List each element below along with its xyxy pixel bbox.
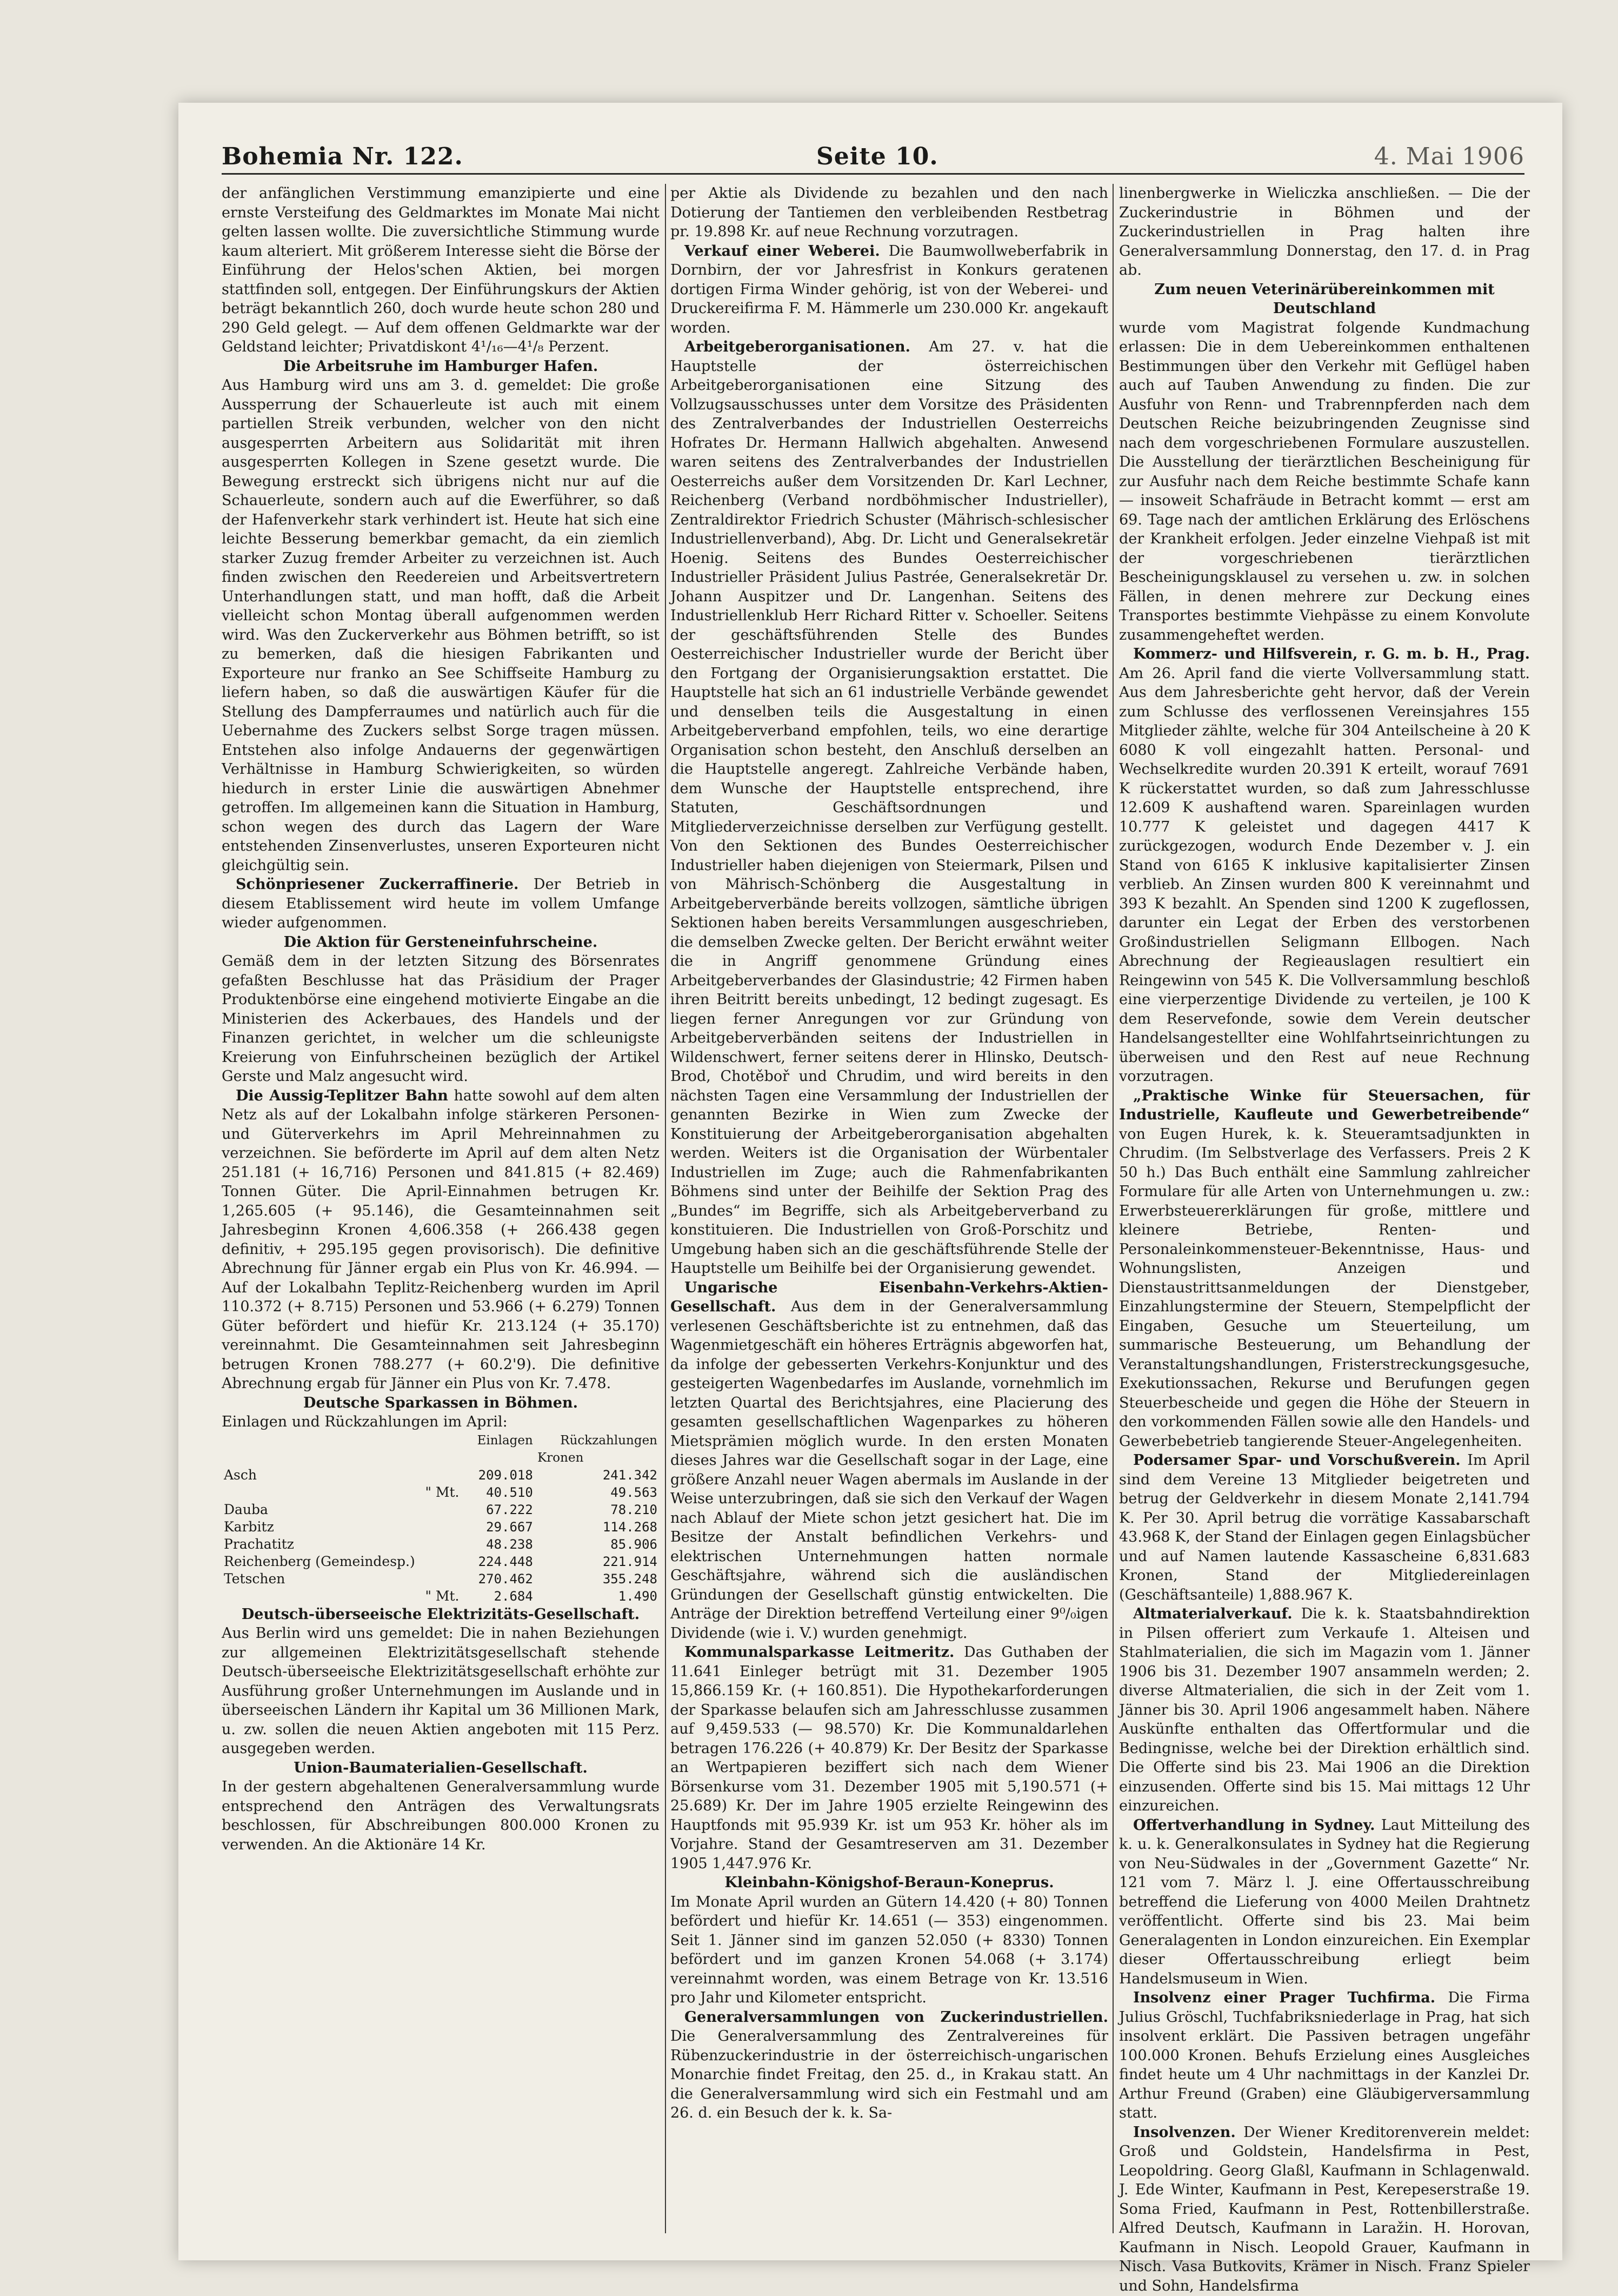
table-unit-row bbox=[222, 1449, 660, 1466]
table-row bbox=[222, 1501, 660, 1518]
article-text: von Eugen Hurek, k. k. Steueramtsadjunkten in Chrudim. (Im Selbstverlage des Verfassers. Preis 2 K 50 h.) Das Buch enthält eine Sammlung zahlreicher Formulare für alle Arten von Unternehmungen u. zw.: Erwerbsteuererklärungen für große, mittlere und kleinere Betriebe, Renten- und Personaleinkommensteuer-Bekenntnisse, Haus- und Wohnungslisten, Anzeigen und Dienstaustrittsanmeldungen der Dienstgeber, Einzahlungstermine der Steuern, Stempelpflicht der Eingaben, Gesuche um Steuerteilung, um summarische Besteuerung, um Behandlung der Veranstaltungshandlungen, Fristerstreckungsgesuche, Exekutionssachen, Rekurse und Berufungen gegen Steuerbescheide und gegen die Höhe der Steuern in den vorkommenden Fällen sowie alle den Handels- und Gewerbebetrieb tangierende Steuer-Angelegenheiten. bbox=[1119, 1125, 1530, 1450]
column-header: Einlagen bbox=[477, 1433, 533, 1448]
article-text: per Aktie als Dividende zu bezahlen und den nach Dotierung der Tantiemen den verbleibenden Restbetrag pr. 19.898 Kr. auf neue Rechnung vorzutragen. bbox=[670, 185, 1108, 240]
article-heading: Insolvenz einer Prager Tuchfirma. bbox=[1133, 1989, 1436, 2006]
column-divider bbox=[1113, 184, 1114, 2233]
article-heading: Offertverhandlung in Sydney. bbox=[1133, 1816, 1375, 1834]
article-heading: Kleinbahn-Königshof-Beraun-Koneprus. bbox=[724, 1874, 1054, 1891]
article-text: wurde vom Magistrat folgende Kundmachung erlassen: Die in dem Uebereinkommen enthaltenen Bestimmungen über den Verkehr mit Geflügel haben auch auf Tauben Anwendung zu finden. Die zur Ausfuhr von Renn- und Trabrennpferden nach dem Deutschen Reiche beizubringenden Zeugnisse sind nach dem vorgeschriebenen Formulare auszustellen. Die Ausstellung der tierärztlichen Bescheinigung für zur Ausfuhr nach dem Reiche bestimmte Schafe kann — insoweit Schafräude in Betracht kommt — erst am 69. Tage nach der amtlichen Erklärung des Erlöschens der Krankheit erfolgen. Jeder einzelne Viehpaß ist mit der vorgeschriebenen tierärztlichen Bescheinigungsklausel zu versehen u. zw. in solchen Fällen, in denen mehrere zur Deckung eines Transportes bestimmte Viehpässe zu einem Konvolute zusammengeheftet werden. bbox=[1119, 319, 1530, 643]
cell-value: 85.906 bbox=[610, 1536, 657, 1552]
article-text: Am 27. v. hat die Hauptstelle der österreichischen Arbeitgeberorganisationen eine Sitzung des Vollzugsausschusses unter dem Vorsitze des Präsidenten des Zentralverbandes der Industriellen Oesterreichs Hofrates Dr. Hermann Hallwich abgehalten. Anwesend waren seitens des Zentralverbandes der Industriellen Oesterreichs außer dem Vorsitzenden Dr. Karl Lechner, Reichenberg (Verband nordböhmischer Industrieller), Zentraldirektor Friedrich Schuster (Mährisch-schlesischer Industriellenverband), Abg. Dr. Licht und Generalsekretär Hoenig. Seitens des Bundes Oesterreichischer Industrieller Präsident Julius Pastrée, Generalsekretär Dr. Johann Auspitzer und Dr. Langenhan. Seitens des Industriellenklub Herr Richard Ritter v. Schoeller. Seitens der geschäftsführenden Stelle des Bundes Oesterreichischer Industrieller wurde der Bericht über den Fortgang der Organisierungsaktion erstattet. Die Hauptstelle hat sich an 61 industrielle Verbände gewendet und denselben teils die Ausgestaltung in einen Arbeitgeberverband empfohlen, teils, wo eine derartige Organisation schon besteht, den Anschluß derselben an die Hauptstelle angeregt. Zahlreiche Verbände haben, dem Wunsche der Hauptstelle entsprechend, ihre Statuten, Geschäftsordnungen und Mitgliederverzeichnisse derselben zur Verfügung gestellt. Von den Sektionen des Bundes Oesterreichischer Industrieller haben diejenigen von Steiermark, Pilsen und von Mährisch-Schönberg die Ausgestaltung in Arbeitgeberverbände bereits vollzogen, sämtliche übrigen Sektionen haben bereits Versammlungen ausgeschrieben, die demselben Zwecke gelten. Der Bericht erwähnt weiter die in Angriff genommene Gründung eines Arbeitgeberverbandes der Glasindustrie; 42 Firmen haben ihren Beitritt bereits unbedingt, 12 bedingt zugesagt. Es liegen ferner Anregungen vor zur Gründung von Arbeitgeberverbänden seitens der Industriellen in Wildenschwert, ferner seitens derer in Hlinsko, Deutsch-Brod, Chotěboř und Chrudim, und wird bereits in den nächsten Tagen eine Versammlung der Industriellen der genannten Bezirke in Wien zum Zwecke der Konstituierung der Arbeitgeberorganisation abgehalten werden. Weiters ist die Organisation der Würbentaler Industriellen im Zuge; auch die Rahmenfabrikanten Böhmens sind unter der Beihilfe der Sektion Prag des „Bundes“ im Begriffe, sich als Arbeitgeberverband zu konstituieren. Die Industriellen von Groß-Porschitz und Umgebung haben sich an die geschäftsführende Stelle der Hauptstelle um Beihilfe bei der Organisierung gewendet. bbox=[670, 339, 1108, 1277]
cell-value: 48.238 bbox=[486, 1536, 533, 1552]
article-text: linenbergwerke in Wieliczka anschließen. — Die der Zuckerindustrie in Böhmen und der Zuckerindustriellen in Prag halten ihre Generalversammlung Donnerstag, den 17. d. in Prag ab. bbox=[1119, 185, 1530, 278]
row-label: " Mt. bbox=[425, 1588, 460, 1604]
article-heading: Kommunalsparkasse Leitmeritz. bbox=[684, 1644, 955, 1661]
article-heading: Arbeitgeberorganisationen. bbox=[684, 339, 911, 355]
row-label: Prachatitz bbox=[224, 1536, 294, 1552]
article-text: Der Wiener Kreditorenverein meldet: Groß und Goldstein, Handelsfirma in Pest, Leopoldring. Georg Glaßl, Kaufmann in Schlagenwald. J. Ede Winter, Kaufmann in Pest, Kerepeserstraße 19. Soma Fried, Kaufmann in Pest, Rottenbillerstraße. Alfred Deutsch, Kaufmann in Laražin. H. Horovan, Kaufmann in Nisch. Leopold Grauer, Kaufmann in Nisch. Vasa Butkovits, Krämer in Nisch. Franz Spieler und Sohn, Handelsfirma bbox=[1119, 2124, 1530, 2294]
article-heading: Deutsche Sparkassen in Böhmen. bbox=[303, 1394, 578, 1411]
article-text: der anfänglichen Verstimmung emanzipierte und eine ernste Versteifung des Geldmarktes im Monate Mai nicht gelten lassen wollte. Die zuversichtliche Stimmung wurde kaum alteriert. Mit größerem Interesse sieht die Börse der Einführung der Helos'schen Aktien, bei morgen stattfinden soll, entgegen. Der Einführungskurs der Aktien beträgt bekanntlich 260, doch wurde heute schon 280 und 290 Geld gelegt. — Auf dem offenen Geldmarkte war der Geldstand leichter; Privatdiskont 4¹/₁₆—4¹/₈ Perzent. bbox=[222, 185, 660, 355]
savings-bank-table bbox=[222, 1432, 660, 1605]
row-label: Tetschen bbox=[224, 1570, 285, 1587]
article-text: Die Firma Julius Gröschl, Tuchfabriksniederlage in Prag, hat sich insolvent erklärt. Die Passiven betragen ungefähr 100.000 Kronen. Behufs Erzielung eines Ausgleiches findet heute um 4 Uhr nachmittags in der Kanzlei Dr. Arthur Freund (Graben) eine Gläubigerversammlung statt. bbox=[1119, 1989, 1530, 2121]
row-label: " Mt. bbox=[425, 1484, 460, 1500]
table-row bbox=[222, 1553, 660, 1570]
article-heading: Generalversammlungen von Zuckerindustriellen. bbox=[684, 2008, 1108, 2026]
cell-value: 78.210 bbox=[610, 1502, 657, 1517]
table-row bbox=[222, 1466, 660, 1484]
column-1 bbox=[222, 184, 660, 2233]
article-heading: Die Arbeitsruhe im Hamburger Hafen. bbox=[283, 357, 598, 375]
cell-value: 40.510 bbox=[486, 1484, 533, 1500]
cell-value: 221.914 bbox=[602, 1554, 657, 1569]
table-row bbox=[222, 1484, 660, 1501]
table-header-row bbox=[222, 1432, 660, 1449]
cell-value: 241.342 bbox=[602, 1467, 657, 1483]
article-text: Aus Hamburg wird uns am 3. d. gemeldet: Die große Aussperrung der Schauerleute ist auch mit einem partiellen Streik verbunden, welcher von den nicht ausgesperrten Arbeitern aus Solidarität mit ihren ausgesperrten Kollegen in Szene gesetzt wurde. Die Bewegung erstreckt sich übrigens nicht nur auf die Schauerleute, sondern auch auf die Ewerführer, so daß der Hafenverkehr stark verhindert ist. Heute hat sich eine leichte Besserung bemerkbar gemacht, da ein ziemlich starker Zuzug fremder Arbeiter zu verzeichnen ist. Auch finden zwischen den Reedereien und Arbeitsvertretern Unterhandlungen statt, und man hofft, daß die Arbeit vielleicht schon Montag überall aufgenommen werden wird. Was den Zuckerverkehr aus Böhmen betrifft, so ist zu bemerken, daß die hiesigen Fabrikanten und Exporteure nur franko an See Schiffseite Hamburg zu liefern haben, so daß die auswärtigen Käufer für die Stellung des Dampferraumes und natürlich auch für die Uebernahme des Zuckers selbst Sorge tragen müssen. Entstehen also infolge Andauerns der gegenwärtigen Verhältnisse in Hamburg Schwierigkeiten, so würden hiedurch in erster Linie die auswärtigen Abnehmer getroffen. Im allgemeinen kann die Situation in Hamburg, schon wegen des durch das Lagern der Ware entstehenden Zinsenverlustes, unseren Exporteuren nicht gleichgültig sein. bbox=[222, 377, 660, 874]
cell-value: 67.222 bbox=[486, 1502, 533, 1517]
article-heading: Die Aussig-Teplitzer Bahn bbox=[236, 1087, 448, 1104]
newspaper-page bbox=[178, 103, 1562, 2294]
page-header bbox=[222, 141, 1524, 175]
row-label: Reichenberg (Gemeindesp.) bbox=[224, 1553, 415, 1569]
article-heading: Podersamer Spar- und Vorschußverein. bbox=[1133, 1452, 1461, 1469]
cell-value: 224.448 bbox=[478, 1554, 533, 1569]
paper-name: Bohemia Nr. 122. bbox=[222, 143, 463, 170]
row-label: Dauba bbox=[224, 1501, 268, 1517]
article-heading: Deutsch-überseeische Elektrizitäts-Gesellschaft. bbox=[241, 1605, 640, 1623]
unit-label: Kronen bbox=[537, 1450, 584, 1465]
cell-value: 209.018 bbox=[478, 1467, 533, 1483]
article-heading: Union-Baumaterialien-Gesellschaft. bbox=[294, 1759, 588, 1776]
article-text: Im April sind dem Vereine 13 Mitglieder beigetreten und betrug der Geldverkehr in diesem Monate 2,141.794 K. Per 30. April betrug die vorrätige Kassabarschaft 43.968 K, der Stand der Einlagen gegen Einlagsbücher und auf Namen lautende Kassascheine 6,831.683 Kronen, Stand der Mitgliedereinlagen (Geschäftsanteile) 1,888.967 K. bbox=[1119, 1452, 1530, 1603]
article-heading: „Praktische Winke für Steuersachen, für Industrielle, Kaufleute und Gewerbetreibende“ bbox=[1119, 1087, 1530, 1123]
article-text: Die k. k. Staatsbahndirektion in Pilsen offeriert zum Verkaufe 1. Alteisen und Stahlmaterialien, die sich im Magazin vom 1. Jänner 1906 bis 31. Dezember 1907 ansammeln werden; 2. diverse Altmaterialien, die sich in der Zeit vom 1. Jänner bis 30. April 1906 angesammelt haben. Nähere Auskünfte enthalten das Offertformular und die Bedingnisse, welche bei der Direktion erhältlich sind. Die Offerte sind bis 23. Mai 1906 an die Direktion einzusenden. Offerte sind bis 15. Mai mittags 12 Uhr einzureichen. bbox=[1119, 1605, 1530, 1814]
table-caption: Einlagen und Rückzahlungen im April: bbox=[222, 1414, 508, 1430]
article-heading: Zum neuen Veterinärübereinkommen mit Deutschland bbox=[1154, 281, 1495, 317]
cell-value: 49.563 bbox=[610, 1484, 657, 1500]
table-row bbox=[222, 1536, 660, 1553]
article-text: Laut Mitteilung des k. u. k. Generalkonsulates in Sydney hat die Regierung von Neu-Südwales in der „Government Gazette“ Nr. 121 vom 7. März l. J. eine Offertausschreibung betreffend die Lieferung von 4000 Meilen Drahtnetz veröffentlicht. Offerte sind bis 23. Mai beim Generalagenten in London einzureichen. Ein Exemplar dieser Offertausschreibung erliegt beim Handelsmuseum in Wien. bbox=[1119, 1816, 1530, 1987]
article-heading: Insolvenzen. bbox=[1133, 2124, 1236, 2141]
table-row bbox=[222, 1518, 660, 1536]
cell-value: 270.462 bbox=[478, 1571, 533, 1587]
cell-value: 114.268 bbox=[602, 1519, 657, 1535]
article-text: In der gestern abgehaltenen Generalversammlung wurde entsprechend den Anträgen des Verwaltungsrats beschlossen, für Abschreibungen 800.000 Kronen zu verwenden. An die Aktionäre 14 Kr. bbox=[222, 1779, 660, 1853]
article-text: Am 26. April fand die vierte Vollversammlung statt. Aus dem Jahresberichte geht hervor, daß der Verein zum Schlusse des verflossenen Vereinsjahres 155 Mitglieder zählte, welche für 304 Anteilscheine à 20 K 6080 K voll eingezahlt hatten. Personal- und Wechselkredite wurden 20.391 K erteilt, worauf 7691 K rückerstattet wurden, so daß zum Jahresschlusse 12.609 K aushaftend waren. Spareinlagen wurden 10.777 K geleistet und dagegen 4417 K zurückgezogen, wodurch Ende Dezember v. J. ein Stand von 6165 K inklusive kapitalisierter Zinsen verblieb. An Zinsen wurden 800 K vereinnahmt und 393 K bezahlt. An Spenden sind 1200 K zugeflossen, darunter ein Legat der Erben des verstorbenen Großindustriellen Seligmann Ellbogen. Nach Abrechnung der Regieauslagen resultiert ein Reingewinn von 545 K. Die Vollversammlung beschloß eine vierperzentige Dividende zu verteilen, je 100 K dem Reservefonde, sowie dem Verein deutscher Handelsangestellter eine Wohlfahrtseinrichtungen zu überweisen und den Rest auf neue Rechnung vorzutragen. bbox=[1119, 665, 1530, 1085]
page-number: Seite 10. bbox=[816, 143, 938, 170]
article-heading: Kommerz- und Hilfsverein, r. G. m. b. H., Prag. bbox=[1133, 646, 1530, 662]
article-heading: Ungarische Eisenbahn-Verkehrs-Aktien-Gesellschaft. bbox=[670, 1279, 1108, 1315]
column-header: Rückzahlungen bbox=[560, 1433, 657, 1448]
column-2 bbox=[670, 184, 1108, 2233]
table-row bbox=[222, 1570, 660, 1588]
article-text: Aus dem in der Generalversammlung verlesenen Geschäftsberichte ist zu entnehmen, daß das Wagenmietgeschäft ein höheres Erträgnis abgeworfen hat, da infolge der gebesserten Verkehrs-Konjunktur und des gesteigerten Wagenbedarfes im Auslande, vornehmlich im letzten Quartal des Berichtsjahres, eine Placierung des gesamten gesellschaftlichen Wagenparkes zu höheren Mietsprämien möglich wurde. In den ersten Monaten dieses Jahres war die Gesellschaft sogar in der Lage, eine größere Anzahl neuer Wagen abermals im Auslande in der Weise unterzubringen, daß sie sich den Verkauf der Wagen nach Ablauf der Miete schon jetzt gesichert hat. Die im Besitze der Anstalt befindlichen Verkehrs- und elektrischen Unternehmungen hatten normale Geschäftsjahre, während sich die ausländischen Gründungen der Gesellschaft günstig entwickelten. Die Anträge der Direktion betreffend Verteilung einer 9⁰/₀igen Dividende (wie i. V.) wurden genehmigt. bbox=[670, 1298, 1108, 1642]
article-text: Die Generalversammlung des Zentralvereines für Rübenzuckerindustrie in der österreichisch-ungarischen Monarchie findet Freitag, den 25. d., in Krakau statt. An die Generalversammlung wird sich ein Festmahl und am 26. d. ein Besuch der k. k. Sa- bbox=[670, 2028, 1108, 2121]
cell-value: 1.490 bbox=[618, 1588, 657, 1604]
article-heading: Schönpriesener Zuckerraffinerie. bbox=[236, 876, 519, 893]
article-text: hatte sowohl auf dem alten Netz als auf der Lokalbahn infolge stärkeren Personen- und Güterverkehrs im April Mehreinnahmen zu verzeichnen. Sie beförderte im April auf dem alten Netz 251.181 (+ 16,716) Personen und 841.815 (+ 82.469) Tonnen Güter. Die April-Einnahmen betrugen Kr. 1,265.605 (+ 95.146), die Gesamteinnahmen seit Jahresbeginn Kronen 4,606.358 (+ 266.438 gegen definitiv, + 295.195 gegen provisorisch). Die definitive Abrechnung für Jänner ergab ein Plus von Kr. 46.994. — Auf der Lokalbahn Teplitz-Reichenberg wurden im April 110.372 (+ 8.715) Personen und 53.966 (+ 6.279) Tonnen Güter befördert und hiefür Kr. 213.124 (+ 35.170) vereinnahmt. Die Gesamteinnahmen seit Jahresbeginn betrugen Kronen 788.277 (+ 60.2'9). Die definitive Abrechnung ergab für Jänner ein Plus von Kr. 7.478. bbox=[222, 1087, 660, 1392]
article-text: Aus Berlin wird uns gemeldet: Die in nahen Beziehungen zur allgemeinen Elektrizitätsgesellschaft stehende Deutsch-überseeische Elektrizitätsgesellschaft erhöhte zur Ausführung großer Unternehmungen im Auslande und in überseeischen Ländern ihr Kapital um 36 Millionen Mark, u. zw. sollen die neuen Aktien angeboten mit 115 Perz. ausgegeben werden. bbox=[222, 1625, 660, 1757]
cell-value: 29.667 bbox=[486, 1519, 533, 1535]
cell-value: 355.248 bbox=[602, 1571, 657, 1587]
article-text: Die Baumwollweberfabrik in Dornbirn, der vor Jahresfrist in Konkurs geratenen dortigen Firma Winder gehörig, ist von der Weberei- und Druckereifirma F. M. Hämmerle um 230.000 Kr. angekauft worden. bbox=[670, 242, 1108, 336]
article-text: Das Guthaben der 11.641 Einleger betrügt mit 31. Dezember 1905 15,866.159 Kr. (+ 160.851). Die Hypothekarforderungen der Sparkasse belaufen sich am Jahresschlusse zusammen auf 9,459.533 (— 98.570) Kr. Die Kommunaldarlehen betragen 176.226 (+ 40.879) Kr. Der Besitz der Sparkasse an Wertpapieren beziffert sich nach dem Wiener Börsenkurse vom 31. Dezember 1905 mit 5,190.571 (+ 25.689) Kr. Der im Jahre 1905 erzielte Reingewinn des Hauptfonds mit 95.939 Kr. ist um 953 Kr. höher als im Vorjahre. Stand der Gesamtreserven am 31. Dezember 1905 1,447.976 Kr. bbox=[670, 1644, 1108, 1872]
table-row bbox=[222, 1588, 660, 1605]
issue-date: 4. Mai 1906 bbox=[1374, 143, 1524, 170]
column-divider bbox=[665, 184, 666, 2233]
cell-value: 2.684 bbox=[494, 1588, 533, 1604]
article-text: Der Betrieb in diesem Etablissement wird heute im vollem Umfange wieder aufgenommen. bbox=[222, 876, 660, 931]
article-text: Gemäß dem in der letzten Sitzung des Börsenrates gefaßten Beschlusse hat das Präsidium der Prager Produktenbörse eine eingehend motivierte Eingabe an die Ministerien des Ackerbaues, des Handels und der Finanzen gerichtet, in welcher um die schleunigste Kreierung von Einfuhrscheinen bezüglich der Artikel Gerste und Malz angesucht wird. bbox=[222, 953, 660, 1085]
article-heading: Verkauf einer Weberei. bbox=[684, 242, 880, 260]
article-text: Im Monate April wurden an Gütern 14.420 (+ 80) Tonnen befördert und hiefür Kr. 14.651 (— 353) eingenommen. Seit 1. Jänner sind im ganzen 52.050 (+ 8330) Tonnen befördert und im ganzen Kronen 54.068 (+ 3.174) vereinnahmt worden, was einem Betrage von Kr. 13.516 pro Jahr und Kilometer entspricht. bbox=[670, 1893, 1108, 2006]
row-label: Karbitz bbox=[224, 1518, 274, 1535]
article-heading: Altmaterialverkauf. bbox=[1133, 1605, 1293, 1622]
column-3 bbox=[1119, 184, 1530, 2294]
row-label: Asch bbox=[224, 1466, 257, 1483]
article-heading: Die Aktion für Gersteneinfuhrscheine. bbox=[283, 933, 598, 951]
